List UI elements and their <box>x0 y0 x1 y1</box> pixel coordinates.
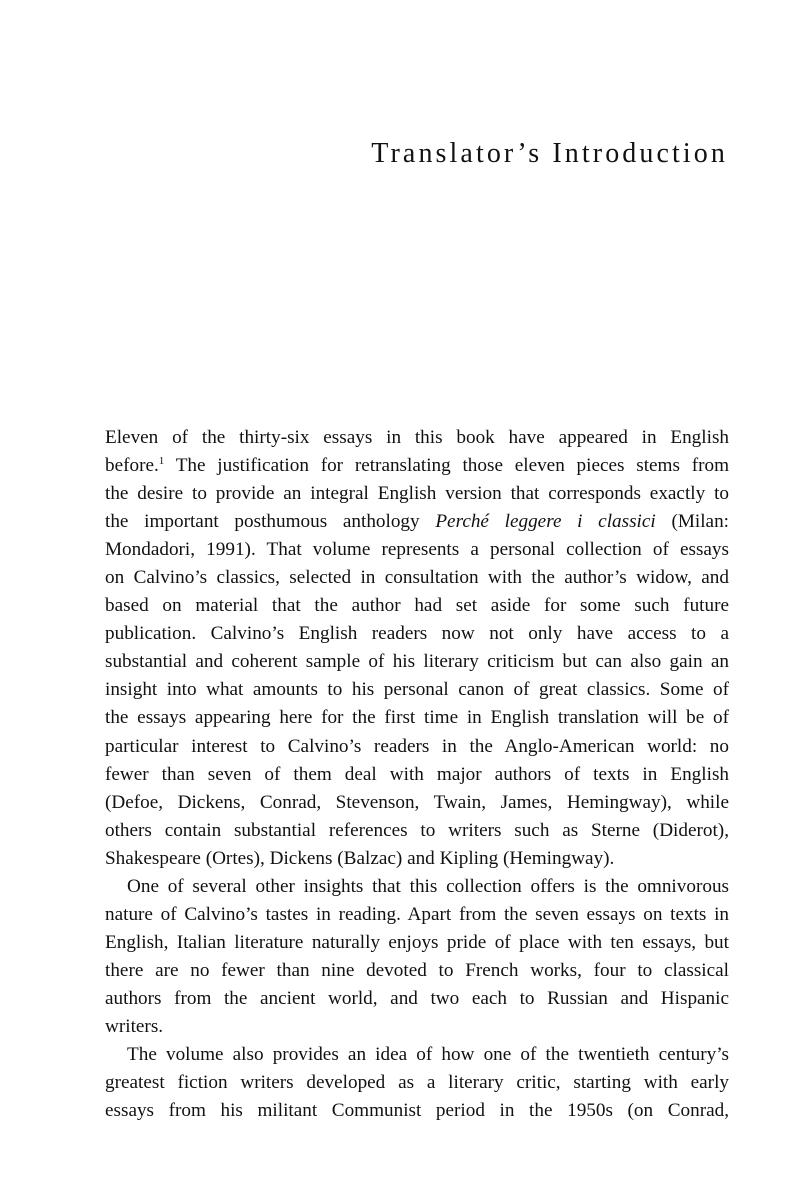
text-line: publication. Calvino’s English readers now not only have access to a <box>105 623 729 645</box>
footnote-marker[interactable]: 1 <box>158 455 165 468</box>
paragraph-3 <box>105 1041 729 1125</box>
text-line: based on material that the author had set aside for some such future <box>105 595 729 617</box>
text-line: particular interest to Calvino’s readers in the Anglo-American world: no <box>105 735 729 757</box>
paragraph-2 <box>105 873 729 1041</box>
text-line <box>105 508 729 536</box>
text-line <box>105 452 729 480</box>
text-line: writers. <box>105 1015 164 1037</box>
text-segment: the important posthumous anthology <box>105 511 436 533</box>
text-line: on Calvino’s classics, selected in consultation with the author’s widow, and <box>105 567 729 589</box>
text-line: there are no fewer than nine devoted to French works, four to classical <box>105 959 729 981</box>
text-segment: (Milan: <box>655 511 729 533</box>
text-line: English, Italian literature naturally enjoys pride of place with ten essays, but <box>105 931 729 953</box>
book-title: Perché leggere i classici <box>435 511 656 533</box>
paragraph-1 <box>105 424 729 873</box>
text-segment: The justification for retranslating those eleven pieces stems from <box>164 455 729 477</box>
text-line: essays from his militant Communist period in the 1950s (on Conrad, <box>105 1100 729 1122</box>
page-title: Translator’s Introduction <box>371 138 728 169</box>
text-line: substantial and coherent sample of his literary criticism but can also gain an <box>105 651 729 673</box>
body-text <box>105 424 729 1125</box>
text-line: the desire to provide an integral English version that corresponds exactly to <box>105 483 729 505</box>
text-line: authors from the ancient world, and two each to Russian and Hispanic <box>105 987 729 1009</box>
text-line: the essays appearing here for the first time in English translation will be of <box>105 707 729 729</box>
text-line: Eleven of the thirty-six essays in this book have appeared in English <box>105 427 729 448</box>
text-line: The volume also provides an idea of how one of the twentieth century’s <box>127 1044 729 1066</box>
text-line: nature of Calvino’s tastes in reading. Apart from the seven essays on texts in <box>105 903 729 925</box>
text-line: (Defoe, Dickens, Conrad, Stevenson, Twain, James, Hemingway), while <box>105 791 729 813</box>
text-line: others contain substantial references to writers such as Sterne (Diderot), <box>105 819 729 841</box>
text-line: Mondadori, 1991). That volume represents a personal collection of essays <box>105 539 729 561</box>
text-segment: before. <box>105 455 159 477</box>
text-line: insight into what amounts to his personal canon of great classics. Some of <box>105 679 729 701</box>
text-line: fewer than seven of them deal with major authors of texts in English <box>105 763 729 785</box>
text-line: greatest fiction writers developed as a literary critic, starting with early <box>105 1072 729 1094</box>
text-line: Shakespeare (Ortes), Dickens (Balzac) and Kipling (Hemingway). <box>105 847 615 869</box>
text-line: One of several other insights that this collection offers is the omnivorous <box>127 875 729 897</box>
